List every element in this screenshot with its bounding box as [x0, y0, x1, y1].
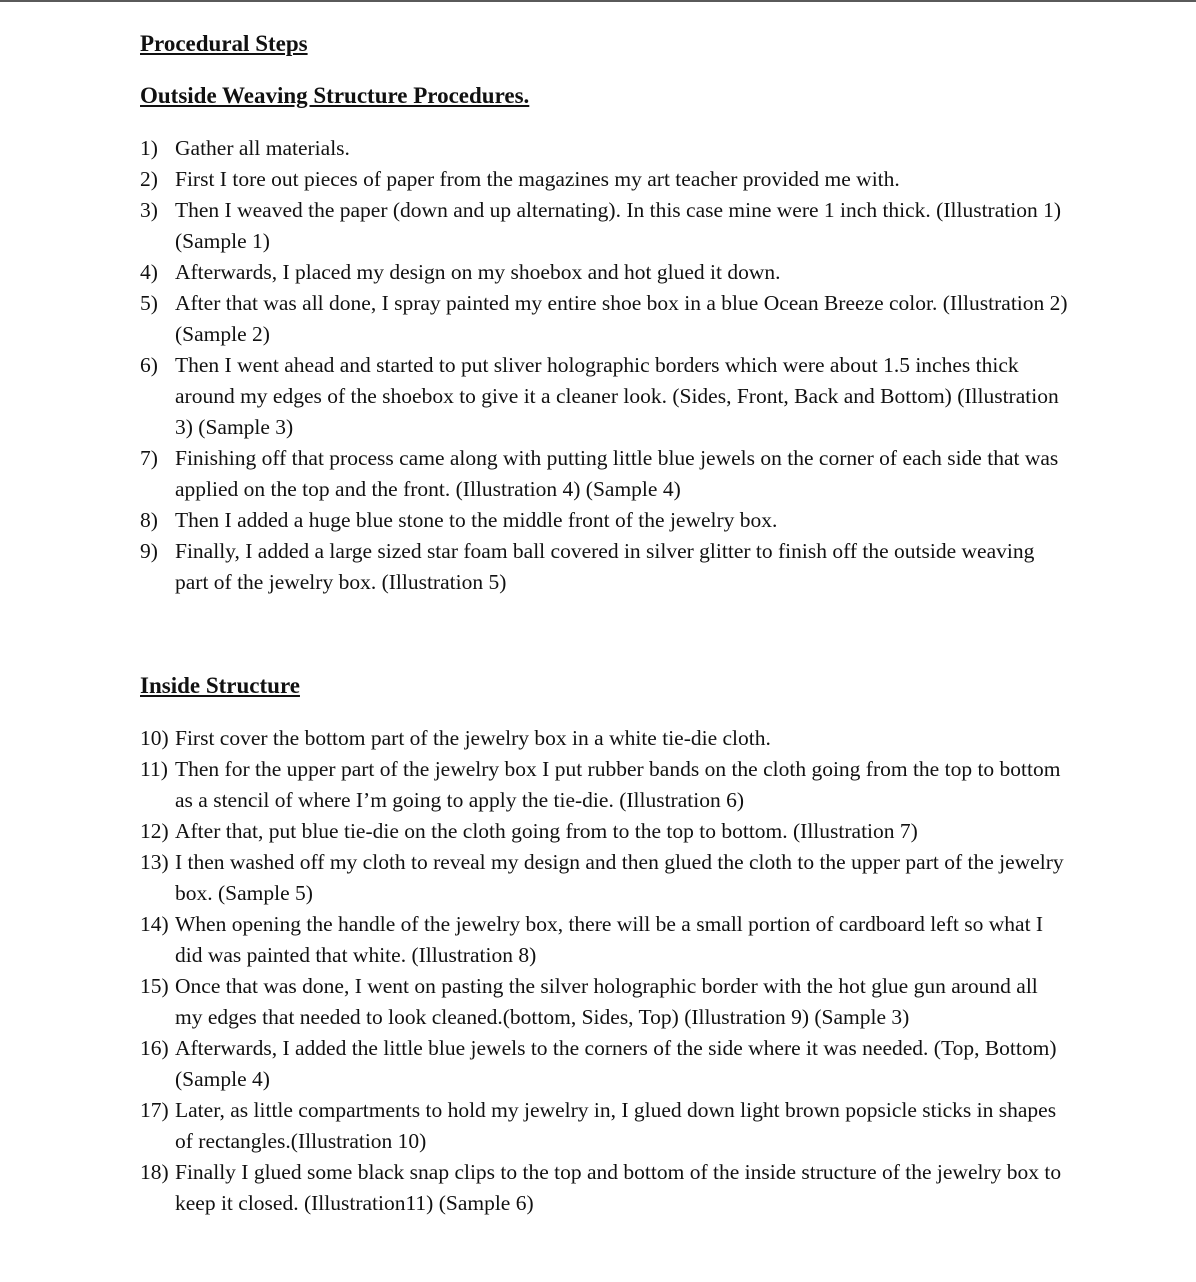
- list-item: [140, 195, 1070, 257]
- step-number: 2): [140, 167, 158, 191]
- list-item: [140, 754, 1070, 816]
- list-item: [140, 164, 1070, 195]
- section-spacer: [140, 598, 1070, 670]
- page-title: Procedural Steps: [140, 31, 308, 56]
- list-item: [140, 350, 1070, 443]
- list-item: [140, 847, 1070, 909]
- step-text: Later, as little compartments to hold my jewelry in, I glued down light brown popsicle sticks in shapes of rectangles.(Illustration 10): [175, 1098, 1057, 1153]
- step-number: 17): [140, 1098, 169, 1122]
- step-number: 3): [140, 198, 158, 222]
- list-item: [140, 257, 1070, 288]
- step-number: 11): [140, 757, 168, 781]
- step-number: 1): [140, 136, 158, 160]
- section-heading-inside: Inside Structure: [140, 673, 300, 698]
- step-number: 9): [140, 539, 158, 563]
- document-page: [140, 28, 1070, 1219]
- list-item: [140, 723, 1070, 754]
- top-border-rule: [0, 0, 1196, 2]
- step-text: When opening the handle of the jewelry box, there will be a small portion of cardboard left so what I did was painted that white. (Illustration 8): [175, 912, 1044, 967]
- section-heading-outside: Outside Weaving Structure Procedures.: [140, 83, 530, 108]
- step-number: 12): [140, 819, 169, 843]
- step-text: Finally, I added a large sized star foam ball covered in silver glitter to finish off the outside weaving part of the jewelry box. (Illustration 5): [175, 539, 1035, 594]
- step-text: After that was all done, I spray painted my entire shoe box in a blue Ocean Breeze color. (Illustration 2) (Sample 2): [175, 291, 1068, 346]
- step-text: Then I went ahead and started to put sliver holographic borders which were about 1.5 inches thick around my edges of the shoebox to give it a cleaner look. (Sides, Front, Back and Bottom) (Illustration 3) (Sample 3): [175, 353, 1059, 439]
- step-number: 8): [140, 508, 158, 532]
- step-number: 13): [140, 850, 169, 874]
- step-number: 7): [140, 446, 158, 470]
- list-item: [140, 505, 1070, 536]
- step-number: 6): [140, 353, 158, 377]
- list-item: [140, 1157, 1070, 1219]
- list-item: [140, 971, 1070, 1033]
- step-text: First I tore out pieces of paper from the magazines my art teacher provided me with.: [175, 167, 900, 191]
- list-item: [140, 133, 1070, 164]
- step-text: First cover the bottom part of the jewelry box in a white tie-die cloth.: [175, 726, 771, 750]
- step-number: 16): [140, 1036, 169, 1060]
- list-item: [140, 1095, 1070, 1157]
- list-item: [140, 443, 1070, 505]
- step-text: I then washed off my cloth to reveal my design and then glued the cloth to the upper part of the jewelry box. (Sample 5): [175, 850, 1064, 905]
- step-text: Then I added a huge blue stone to the middle front of the jewelry box.: [175, 508, 778, 532]
- step-text: After that, put blue tie-die on the cloth going from to the top to bottom. (Illustration 7): [175, 819, 918, 843]
- list-item: [140, 909, 1070, 971]
- list-item: [140, 816, 1070, 847]
- outside-steps-list: [140, 133, 1070, 598]
- step-number: 4): [140, 260, 158, 284]
- step-number: 10): [140, 726, 169, 750]
- step-number: 5): [140, 291, 158, 315]
- step-text: Gather all materials.: [175, 136, 350, 160]
- list-item: [140, 288, 1070, 350]
- step-text: Afterwards, I added the little blue jewels to the corners of the side where it was needed. (Top, Bottom) (Sample 4): [175, 1036, 1057, 1091]
- list-item: [140, 1033, 1070, 1095]
- step-text: Then for the upper part of the jewelry box I put rubber bands on the cloth going from the top to bottom as a stencil of where I’m going to apply the tie-die. (Illustration 6): [175, 757, 1061, 812]
- step-text: Finally I glued some black snap clips to the top and bottom of the inside structure of the jewelry box to keep it closed. (Illustration11) (Sample 6): [175, 1160, 1062, 1215]
- step-text: Afterwards, I placed my design on my shoebox and hot glued it down.: [175, 260, 781, 284]
- step-text: Once that was done, I went on pasting the silver holographic border with the hot glue gun around all my edges that needed to look cleaned.(bottom, Sides, Top) (Illustration 9) (Sample 3): [175, 974, 1038, 1029]
- list-item: [140, 536, 1070, 598]
- step-number: 15): [140, 974, 169, 998]
- step-text: Finishing off that process came along with putting little blue jewels on the corner of each side that was applied on the top and the front. (Illustration 4) (Sample 4): [175, 446, 1059, 501]
- inside-steps-list: [140, 723, 1070, 1219]
- step-text: Then I weaved the paper (down and up alternating). In this case mine were 1 inch thick. (Illustration 1) (Sample 1): [175, 198, 1061, 253]
- step-number: 18): [140, 1160, 169, 1184]
- step-number: 14): [140, 912, 169, 936]
